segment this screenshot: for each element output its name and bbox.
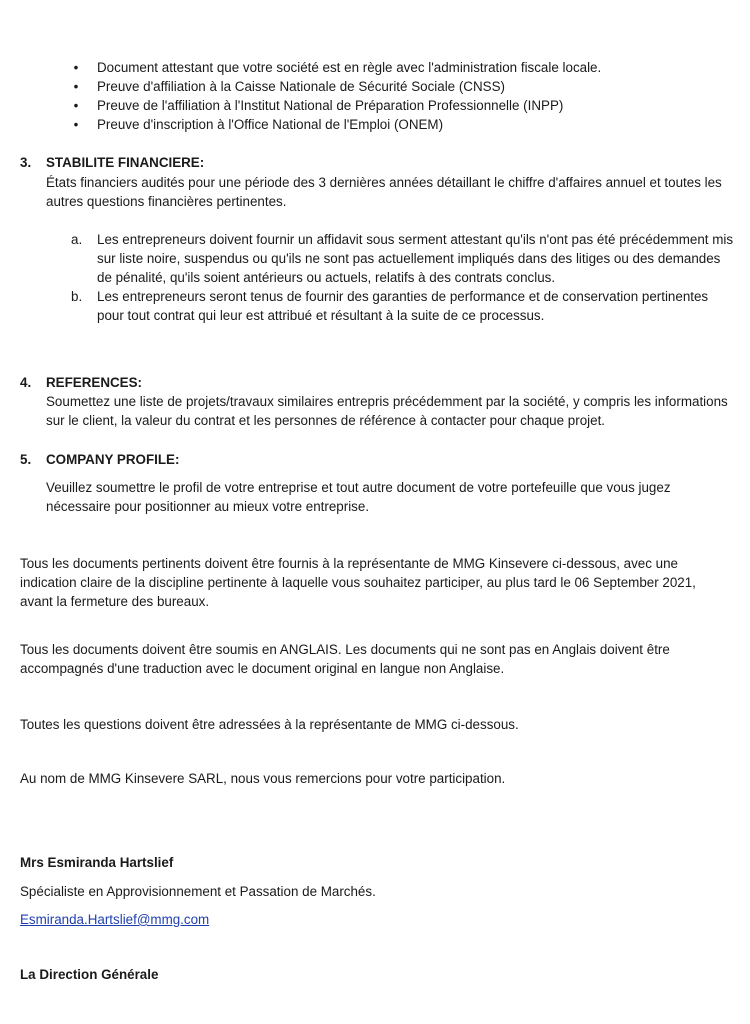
section-number: 3. [20, 155, 32, 170]
item-marker: b. [71, 289, 83, 304]
section-3-heading [20, 153, 720, 172]
bullet-text: Preuve de l'affiliation à l'Institut National de Préparation Professionnelle (INPP) [97, 98, 564, 113]
section-3-body: États financiers audités pour une période des 3 dernières années détaillant le chiffre d'affaires annuel et toutes les autres questions financières pertinentes. [46, 175, 722, 209]
list-item [71, 96, 731, 115]
list-item [71, 115, 731, 134]
section-5-body: Veuillez soumettre le profil de votre entreprise et tout autre document de votre portefeuille que vous jugez nécessaire pour positionner au mieux votre entreprise. [46, 480, 671, 514]
item-text: Les entrepreneurs doivent fournir un affidavit sous serment attestant qu'ils n'ont pas été précédemment mis sur liste noire, suspendus ou qu'ils ne sont pas actuellement impliqués dans des litiges ou des demandes de pénalité, qu'ils soient antérieurs ou actuels, relatifs à des contrats conclus. [97, 232, 734, 285]
section-number: 4. [20, 375, 32, 390]
section-title: COMPANY PROFILE: [46, 452, 180, 467]
thanks-paragraph: Au nom de MMG Kinsevere SARL, nous vous remercions pour votre participation. [20, 771, 506, 786]
bullet-text: Preuve d'affiliation à la Caisse Nationale de Sécurité Sociale (CNSS) [97, 79, 505, 94]
signatory-email-row [20, 910, 732, 929]
section-title: REFERENCES: [46, 375, 142, 390]
bullet-text: Document attestant que votre société est en règle avec l'administration fiscale locale. [97, 60, 602, 75]
item-marker: a. [71, 232, 83, 247]
signatory-name: Mrs Esmiranda Hartslief [20, 855, 174, 870]
bullet-icon: • [73, 60, 79, 75]
signatory-role: Spécialiste en Approvisionnement et Passation de Marchés. [20, 884, 376, 899]
list-item [71, 58, 731, 77]
item-text: Les entrepreneurs seront tenus de fournir des garanties de performance et de conservation pertinentes pour tout contrat qui leur est attribué et résultant à la suite de ce processus. [97, 289, 709, 323]
language-paragraph: Tous les documents doivent être soumis en ANGLAIS. Les documents qui ne sont pas en Anglais doivent être accompagnés d'une traduction avec le document original en langue non Anglaise. [20, 642, 670, 676]
bullet-icon: • [73, 98, 79, 113]
list-item [71, 230, 736, 287]
section-4-body: Soumettez une liste de projets/travaux similaires entrepris précédemment par la société, y compris les informations sur le client, la valeur du contrat et les personnes de référence à contacter pour chaque projet. [46, 394, 728, 428]
bullet-icon: • [73, 117, 79, 132]
section-5-heading [20, 450, 720, 469]
section-3-item-list [71, 230, 736, 325]
submission-paragraph: Tous les documents pertinents doivent être fournis à la représentante de MMG Kinsevere ci-dessous, avec une indication claire de la discipline pertinente à laquelle vous souhaitez participer, au plus tard le 06 September 2021, avant la fermeture des bureaux. [20, 556, 696, 609]
department-label: La Direction Générale [20, 967, 159, 982]
list-item [71, 77, 731, 96]
email-link[interactable]: Esmiranda.Hartslief@mmg.com [20, 912, 210, 927]
section-number: 5. [20, 452, 32, 467]
questions-paragraph: Toutes les questions doivent être adressées à la représentante de MMG ci-dessous. [20, 717, 519, 732]
section-title: STABILITE FINANCIERE: [46, 155, 205, 170]
list-item [71, 287, 736, 325]
bullet-text: Preuve d'inscription à l'Office National de l'Emploi (ONEM) [97, 117, 444, 132]
bullet-icon: • [73, 79, 79, 94]
section-4-heading [20, 373, 720, 392]
requirements-bullet-list [71, 58, 731, 134]
